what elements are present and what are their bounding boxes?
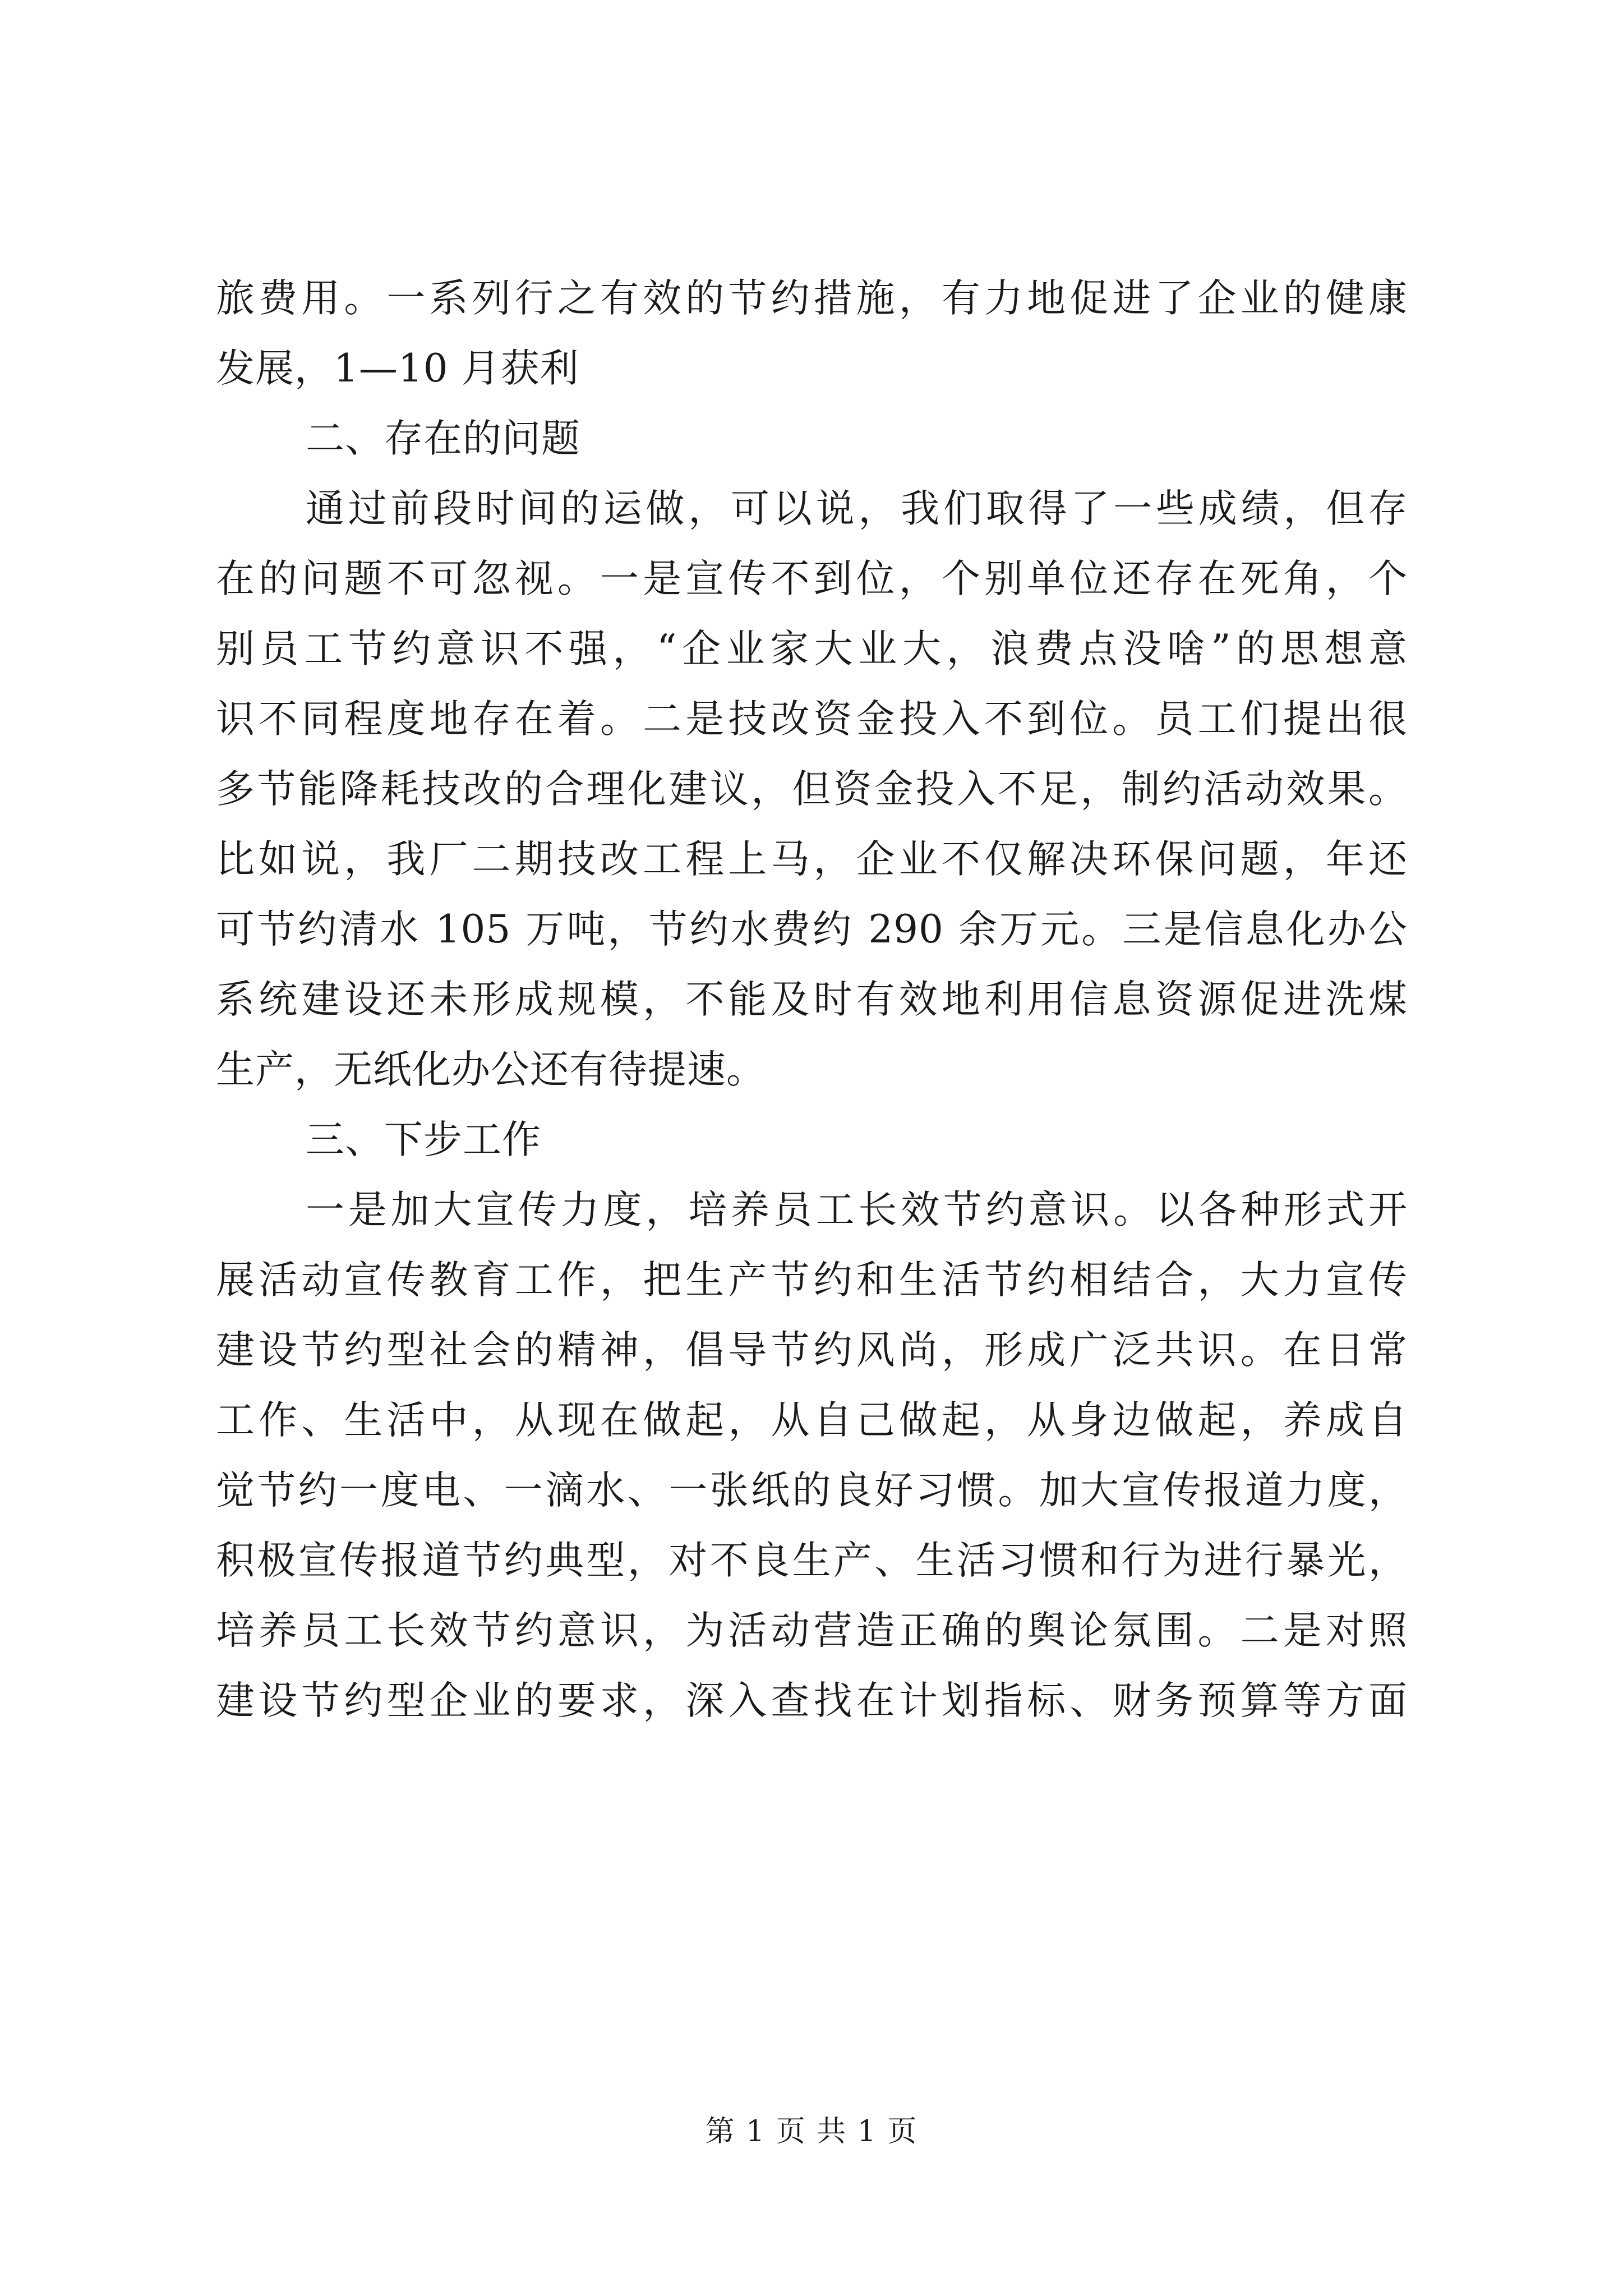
paragraph-line: 积极宣传报道节约典型，对不良生产、生活习惯和行为进行暴光， bbox=[216, 1538, 1408, 1583]
paragraph-line: 通过前段时间的运做，可以说，我们取得了一些成绩，但存 bbox=[306, 486, 1408, 531]
page-footer: 第 1 页 共 1 页 bbox=[705, 2115, 918, 2148]
section-heading: 二、存在的问题 bbox=[306, 416, 580, 461]
paragraph-line: 建设节约型社会的精神，倡导节约风尚，形成广泛共识。在日常 bbox=[216, 1328, 1408, 1373]
paragraph-line: 别员工节约意识不强，“企业家大业大，浪费点没啥”的思想意 bbox=[216, 627, 1408, 671]
paragraph-line: 工作、生活中，从现在做起，从自己做起，从身边做起，养成自 bbox=[216, 1398, 1408, 1443]
paragraph-line: 一是加大宣传力度，培养员工长效节约意识。以各种形式开 bbox=[306, 1188, 1408, 1232]
paragraph-line: 培养员工长效节约意识，为活动营造正确的舆论氛围。二是对照 bbox=[216, 1608, 1408, 1653]
paragraph-line: 展活动宣传教育工作，把生产节约和生活节约相结合，大力宣传 bbox=[216, 1258, 1408, 1303]
document-body bbox=[216, 264, 1408, 1736]
paragraph-line: 识不同程度地存在着。二是技改资金投入不到位。员工们提出很 bbox=[216, 697, 1408, 742]
paragraph-line: 在的问题不可忽视。一是宣传不到位，个别单位还存在死角，个 bbox=[216, 556, 1408, 601]
paragraph-line: 多节能降耗技改的合理化建议，但资金投入不足，制约活动效果。 bbox=[216, 767, 1408, 812]
paragraph-line: 生产，无纸化办公还有待提速。 bbox=[216, 1047, 766, 1092]
section-heading: 三、下步工作 bbox=[306, 1117, 541, 1162]
paragraph-line: 旅费用。一系列行之有效的节约措施，有力地促进了企业的健康 bbox=[216, 276, 1408, 321]
paragraph-line: 建设节约型企业的要求，深入查找在计划指标、财务预算等方面 bbox=[216, 1678, 1408, 1723]
paragraph-line: 系统建设还未形成规模，不能及时有效地利用信息资源促进洗煤 bbox=[216, 977, 1408, 1022]
paragraph-line: 比如说，我厂二期技改工程上马，企业不仅解决环保问题，年还 bbox=[216, 837, 1408, 882]
paragraph-line: 发展，1—10 月获利 bbox=[216, 346, 579, 391]
paragraph-line: 觉节约一度电、一滴水、一张纸的良好习惯。加大宣传报道力度， bbox=[216, 1468, 1408, 1513]
paragraph-line: 可节约清水 105 万吨，节约水费约 290 余万元。三是信息化办公 bbox=[216, 907, 1408, 952]
